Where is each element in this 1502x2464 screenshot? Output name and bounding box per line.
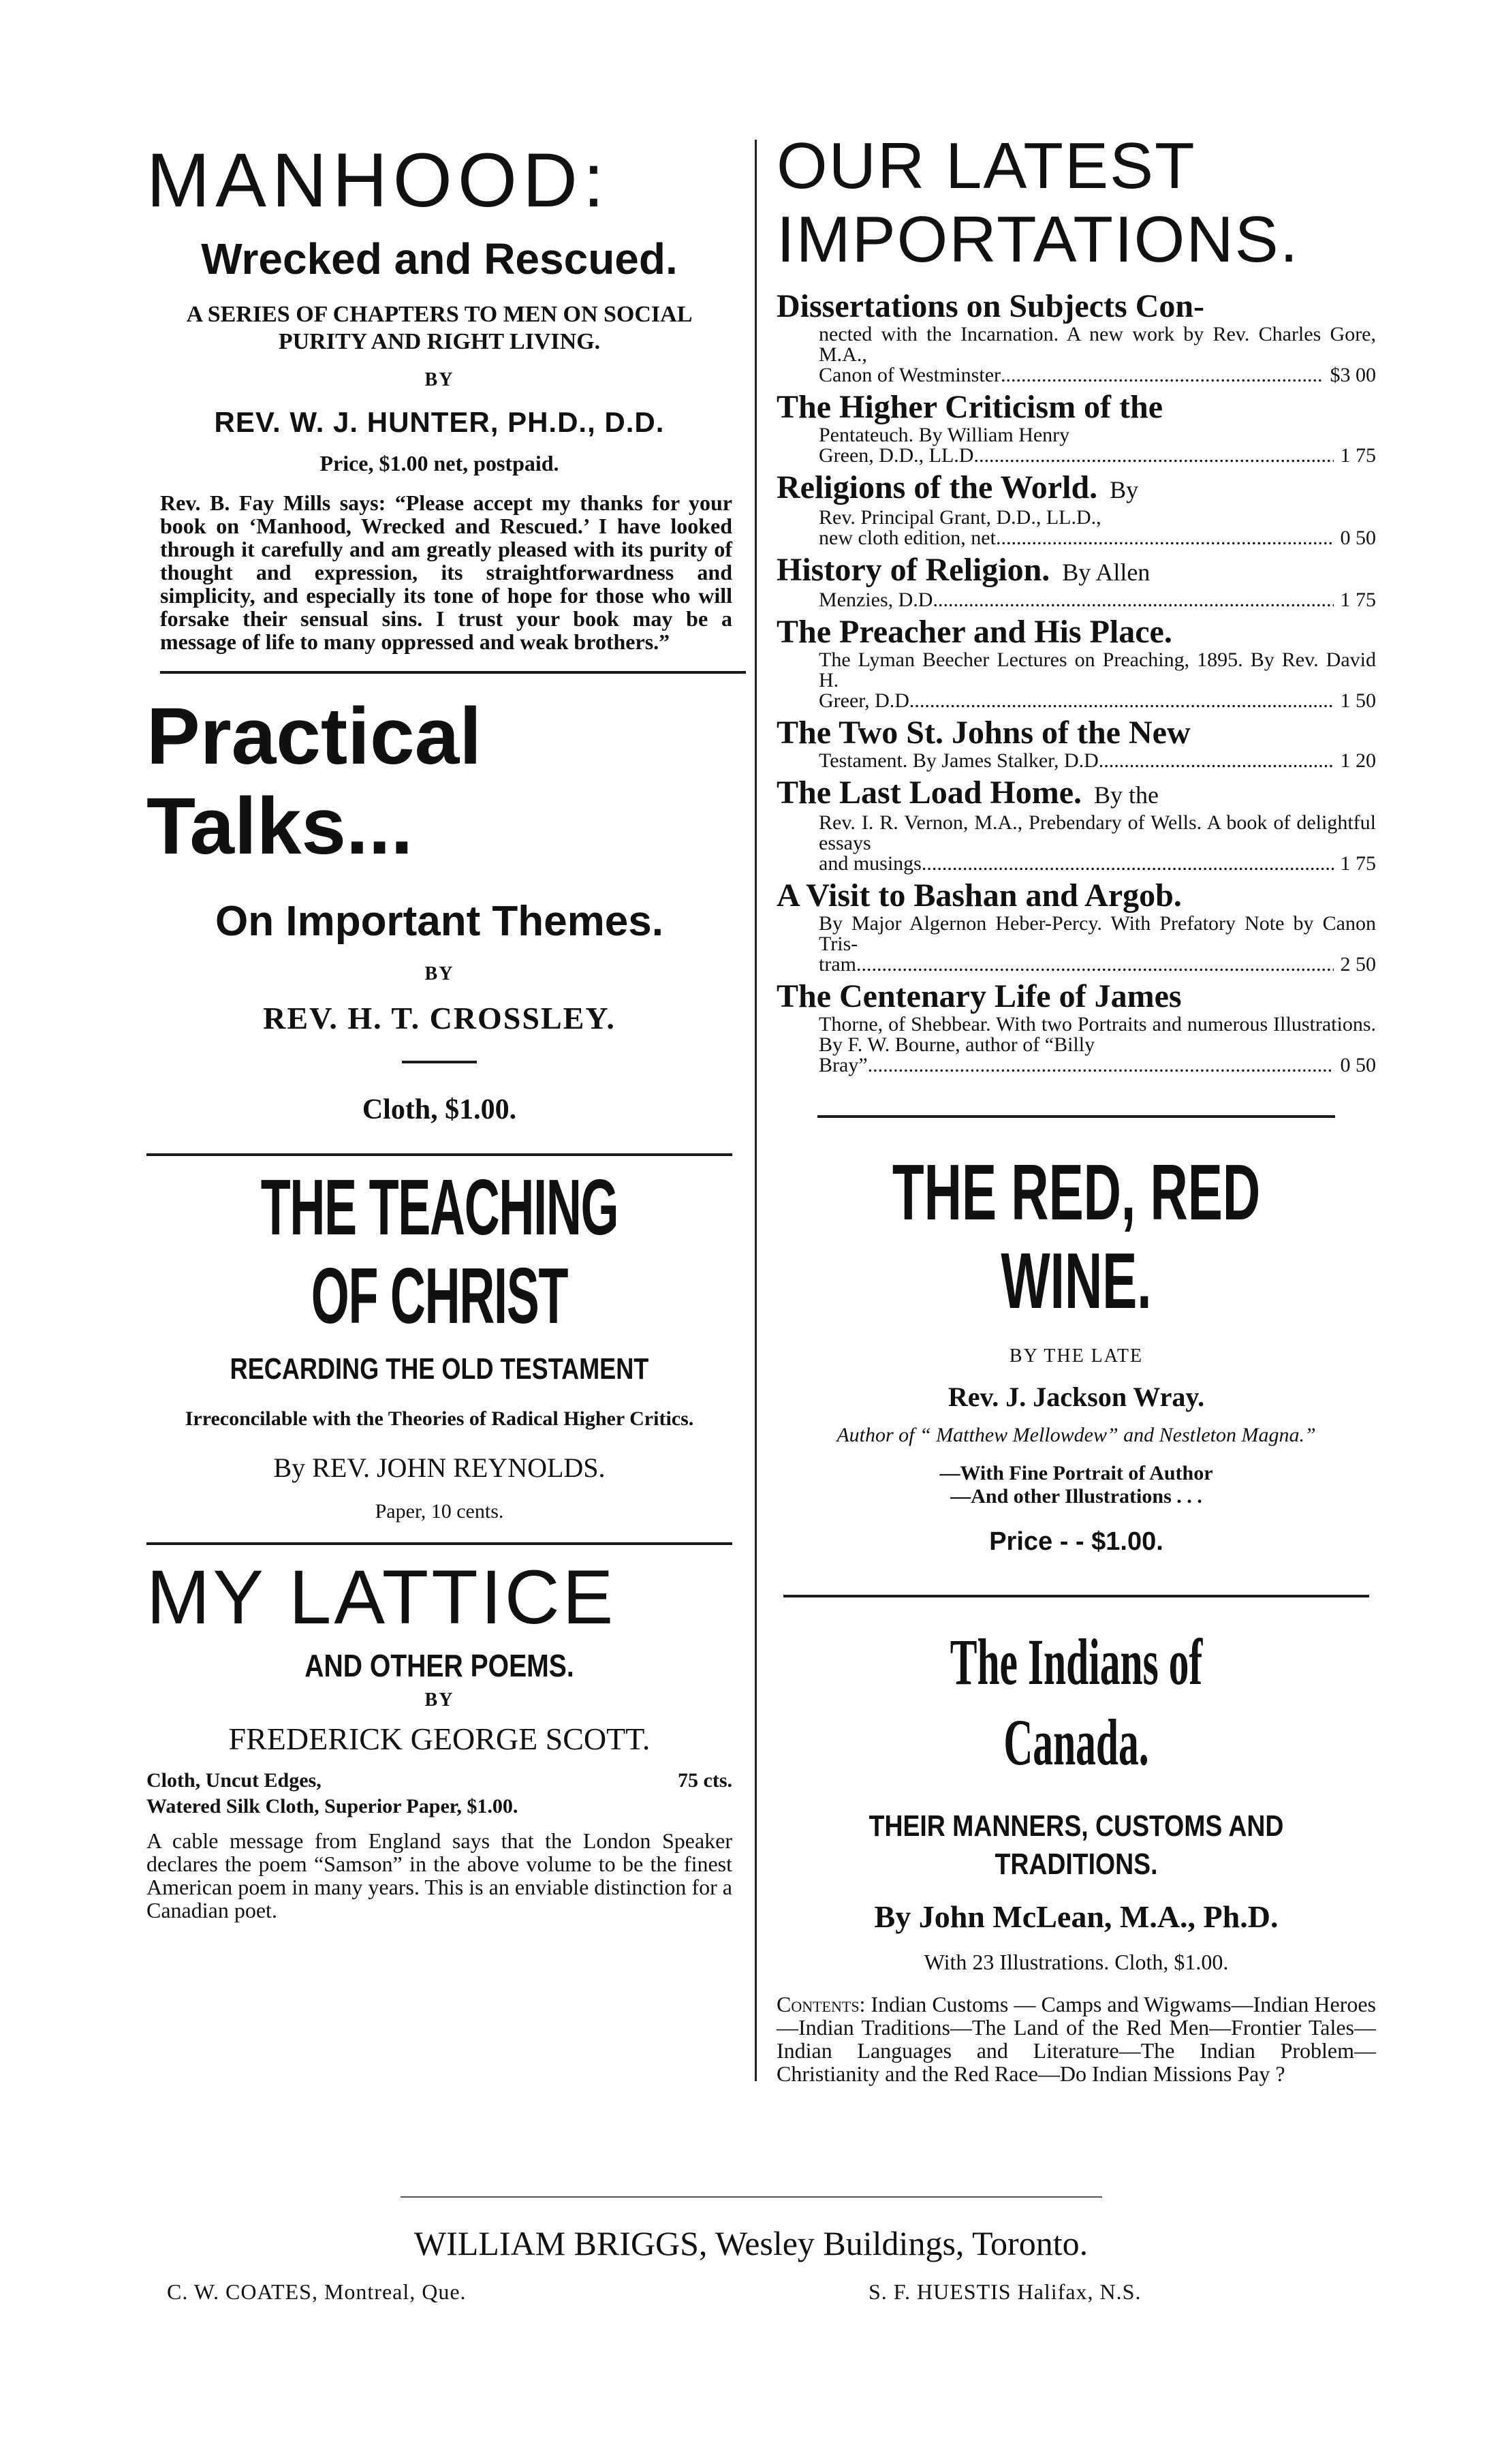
leader-dots bbox=[868, 1055, 1334, 1076]
book-entry bbox=[777, 979, 1376, 1076]
book-entry bbox=[777, 552, 1376, 610]
leader-dots bbox=[979, 446, 1334, 466]
book-price-row bbox=[819, 751, 1376, 771]
redwine-by: BY THE LATE bbox=[1009, 1345, 1144, 1367]
book-title-tail: By Allen bbox=[1062, 559, 1151, 586]
leader-dots bbox=[1109, 751, 1334, 771]
lattice-price1-label: Cloth, Uncut Edges, bbox=[146, 1769, 322, 1792]
book-entry bbox=[777, 715, 1376, 771]
book-title-text: A Visit to Bashan and Argob. bbox=[777, 877, 1182, 914]
book-body bbox=[777, 324, 1376, 386]
manhood-testimonial: Rev. B. Fay Mills says: “Please accept my thanks for your book on ‘Manhood, Wrecked and Rescued.’ I have looked through it carefully and am greatly pleased with its purity of thought and expression, its straightforwardness and simplicity, and especially its tone of hope for those who will forsake their sensual sins. I trust your book may be a message of life to many oppressed and weak brothers.” bbox=[160, 490, 732, 654]
book-entry bbox=[777, 614, 1376, 711]
redwine-feature1: —With Fine Portrait of Author bbox=[939, 1462, 1213, 1484]
book-body bbox=[777, 590, 1376, 610]
book-entry bbox=[777, 775, 1376, 874]
teaching-title: THE TEACHING OF CHRIST bbox=[260, 1163, 619, 1340]
book-title-text: History of Religion. bbox=[777, 552, 1050, 588]
book-entry bbox=[777, 289, 1376, 386]
book-price-row bbox=[819, 446, 1376, 466]
lattice-subtitle: AND OTHER POEMS. bbox=[304, 1648, 574, 1683]
importations-header bbox=[777, 129, 1376, 277]
teaching-subtitle: RECARDING THE OLD TESTAMENT bbox=[230, 1352, 649, 1386]
redwine-credit: Author of “ Matthew Mellowdew” and Nestleton Magna.” bbox=[836, 1424, 1316, 1446]
indians-author: By John McLean, M.A., Ph.D. bbox=[874, 1899, 1279, 1934]
manhood-title: MANHOOD: bbox=[146, 138, 610, 223]
manhood-subtitle: Wrecked and Rescued. bbox=[201, 234, 678, 283]
indians-subtitle: THEIR MANNERS, CUSTOMS AND TRADITIONS. bbox=[869, 1809, 1284, 1881]
redwine-author: Rev. J. Jackson Wray. bbox=[948, 1382, 1205, 1412]
book-title bbox=[777, 878, 1376, 914]
lattice-author: FREDERICK GEORGE SCOTT. bbox=[228, 1721, 651, 1756]
practical-title bbox=[146, 691, 732, 871]
divider bbox=[817, 1115, 1335, 1118]
book-last-line: tram bbox=[819, 953, 856, 976]
divider bbox=[146, 1542, 732, 1545]
book-entry bbox=[777, 470, 1376, 548]
book-body bbox=[777, 650, 1376, 711]
book-description: Thorne, of Shebbear. With two Portraits and numerous Illustrations. By F. W. Bourne, author of “Billy bbox=[819, 1013, 1376, 1056]
book-price: 1 75 bbox=[1340, 589, 1376, 611]
right-column bbox=[777, 129, 1376, 2085]
column-divider bbox=[755, 140, 757, 2081]
divider bbox=[146, 1153, 732, 1156]
lattice-price1-value: 75 cts. bbox=[678, 1769, 732, 1792]
leader-dots bbox=[914, 691, 1333, 711]
book-price-row bbox=[819, 1055, 1376, 1076]
book-body bbox=[777, 914, 1376, 975]
book-description: By Major Algernon Heber-Percy. With Prefatory Note by Canon Tris- bbox=[819, 912, 1376, 955]
indians-illustrations: With 23 Illustrations. Cloth, $1.00. bbox=[924, 1950, 1229, 1974]
book-last-line: Bray” bbox=[819, 1054, 868, 1076]
practical-by: BY bbox=[424, 963, 454, 984]
book-title bbox=[777, 979, 1376, 1014]
book-description: nected with the Incarnation. A new work by Rev. Charles Gore, M.A., bbox=[819, 323, 1376, 366]
book-last-line: Menzies, D.D. bbox=[819, 589, 938, 611]
manhood-series: A SERIES OF CHAPTERS TO MEN ON SOCIAL PURITY AND RIGHT LIVING. bbox=[186, 302, 693, 354]
lattice-note: A cable message from England says that the London Speaker declares the poem “Samson” in the above volume to be the finest American poem in many years. This is an enviable distinction for a Canadian poet. bbox=[146, 1828, 732, 1922]
book-title bbox=[777, 470, 1376, 508]
importations-header-line2: IMPORTATIONS. bbox=[777, 203, 1300, 276]
book-last-line: Green, D.D., LL.D. bbox=[819, 444, 979, 467]
book-price-row bbox=[819, 365, 1376, 386]
book-title-tail: By the bbox=[1094, 781, 1159, 809]
indians-title: The Indians of Canada. bbox=[950, 1625, 1203, 1779]
footer-montreal: C. W. COATES, Montreal, Que. bbox=[167, 2279, 467, 2304]
teaching-price: Paper, 10 cents. bbox=[375, 1500, 504, 1523]
red-red-wine-ad bbox=[777, 1148, 1376, 1597]
book-title-text: Dissertations on Subjects Con- bbox=[777, 288, 1205, 324]
teaching-author: By REV. JOHN REYNOLDS. bbox=[273, 1452, 606, 1483]
book-body bbox=[777, 508, 1376, 548]
book-price: 1 20 bbox=[1340, 749, 1376, 772]
book-title bbox=[777, 552, 1376, 590]
practical-author: REV. H. T. CROSSLEY. bbox=[263, 1001, 616, 1035]
footer-rule-wrap bbox=[0, 2196, 1502, 2198]
book-price: 2 50 bbox=[1340, 953, 1376, 976]
practical-price: Cloth, $1.00. bbox=[362, 1094, 517, 1125]
book-price-row bbox=[819, 691, 1376, 711]
book-price: 0 50 bbox=[1340, 1054, 1376, 1076]
book-body bbox=[777, 751, 1376, 771]
leader-dots bbox=[922, 854, 1334, 874]
book-title-text: The Last Load Home. bbox=[777, 775, 1082, 811]
book-description: Rev. I. R. Vernon, M.A., Prebendary of Wells. A book of delightful essays bbox=[819, 811, 1376, 854]
book-price-row bbox=[819, 590, 1376, 610]
book-title bbox=[777, 614, 1376, 650]
book-body bbox=[777, 813, 1376, 874]
book-body bbox=[777, 425, 1376, 466]
indians-contents-label: Contents: bbox=[777, 1992, 866, 2016]
footer-publisher: WILLIAM BRIGGS, Wesley Buildings, Toronto. bbox=[413, 2224, 1089, 2262]
manhood-ad bbox=[146, 136, 732, 674]
manhood-by: BY bbox=[424, 369, 454, 390]
book-list bbox=[777, 289, 1376, 1076]
divider bbox=[783, 1595, 1369, 1597]
book-body bbox=[777, 1014, 1376, 1076]
book-price-row bbox=[819, 954, 1376, 975]
book-price: $3 00 bbox=[1330, 364, 1376, 386]
practical-title-line1: Practical bbox=[146, 691, 482, 781]
book-entry bbox=[777, 878, 1376, 975]
teaching-of-christ-ad bbox=[146, 1163, 732, 1545]
manhood-author: REV. W. J. HUNTER, PH.D., D.D. bbox=[214, 406, 665, 438]
practical-subtitle: On Important Themes. bbox=[215, 898, 663, 945]
book-last-line: Greer, D.D. bbox=[819, 689, 915, 712]
book-description: The Lyman Beecher Lectures on Preaching, 1895. By Rev. David H. bbox=[819, 649, 1376, 691]
redwine-price: Price - - $1.00. bbox=[989, 1527, 1163, 1556]
book-price: 1 75 bbox=[1340, 444, 1376, 467]
redwine-feature2: —And other Illustrations . . . bbox=[950, 1485, 1202, 1508]
book-title-text: Religions of the World. bbox=[777, 469, 1098, 505]
book-title-text: The Higher Criticism of the bbox=[777, 389, 1163, 425]
book-title-text: The Two St. Johns of the New bbox=[777, 715, 1191, 751]
book-title bbox=[777, 289, 1376, 324]
divider bbox=[160, 671, 746, 674]
book-last-line: Canon of Westminster bbox=[819, 364, 1001, 386]
importations-header-line1: OUR LATEST bbox=[777, 129, 1196, 202]
leader-dots bbox=[938, 590, 1334, 610]
book-price: 0 50 bbox=[1340, 527, 1376, 549]
teaching-note: Irreconcilable with the Theories of Radical Higher Critics. bbox=[185, 1407, 694, 1430]
footer-halifax: S. F. HUESTIS Halifax, N.S. bbox=[869, 2279, 1142, 2304]
lattice-price2: Watered Silk Cloth, Superior Paper, $1.00. bbox=[146, 1795, 518, 1818]
book-title bbox=[777, 390, 1376, 425]
book-price: 1 75 bbox=[1340, 852, 1376, 875]
book-title-text: The Preacher and His Place. bbox=[777, 614, 1172, 650]
book-price-row bbox=[819, 528, 1376, 548]
lattice-by: BY bbox=[424, 1689, 454, 1711]
manhood-price: Price, $1.00 net, postpaid. bbox=[319, 451, 559, 475]
book-title bbox=[777, 775, 1376, 813]
practical-title-line2: Talks... bbox=[146, 781, 413, 871]
short-divider bbox=[402, 1061, 477, 1063]
left-column bbox=[146, 129, 732, 1922]
book-description: Pentateuch. By William Henry bbox=[819, 424, 1070, 446]
book-title-tail: By bbox=[1110, 476, 1139, 503]
book-last-line: and musings bbox=[819, 852, 922, 875]
lattice-title: MY LATTICE bbox=[146, 1555, 616, 1640]
book-entry bbox=[777, 390, 1376, 466]
indians-of-canada-ad bbox=[777, 1622, 1376, 2085]
indians-contents-text: Indian Customs — Camps and Wigwams—Indian Heroes—Indian Traditions—The Land of the Red Men—Frontier Tales—Indian Languages and Literature—The Indian Problem—Christianity and the Red Race—Do Indian Missions Pay ? bbox=[777, 1992, 1377, 2086]
book-description: Rev. Principal Grant, D.D., LL.D., bbox=[819, 506, 1101, 529]
leader-dots bbox=[1001, 365, 1324, 386]
book-price-row bbox=[819, 854, 1376, 874]
book-title-text: The Centenary Life of James bbox=[777, 978, 1182, 1014]
indians-contents bbox=[777, 1993, 1376, 2085]
book-title bbox=[777, 715, 1376, 751]
redwine-title: THE RED, RED WINE. bbox=[892, 1148, 1261, 1325]
book-price: 1 50 bbox=[1340, 689, 1376, 712]
footer-rule bbox=[401, 2196, 1102, 2198]
book-last-line: Testament. By James Stalker, D.D.. bbox=[819, 749, 1109, 772]
lattice-price-row bbox=[146, 1769, 732, 1792]
leader-dots bbox=[856, 954, 1334, 975]
leader-dots bbox=[996, 528, 1334, 548]
book-last-line: new cloth edition, net bbox=[819, 527, 996, 549]
my-lattice-ad bbox=[146, 1553, 732, 1922]
practical-talks-ad bbox=[146, 691, 732, 1156]
